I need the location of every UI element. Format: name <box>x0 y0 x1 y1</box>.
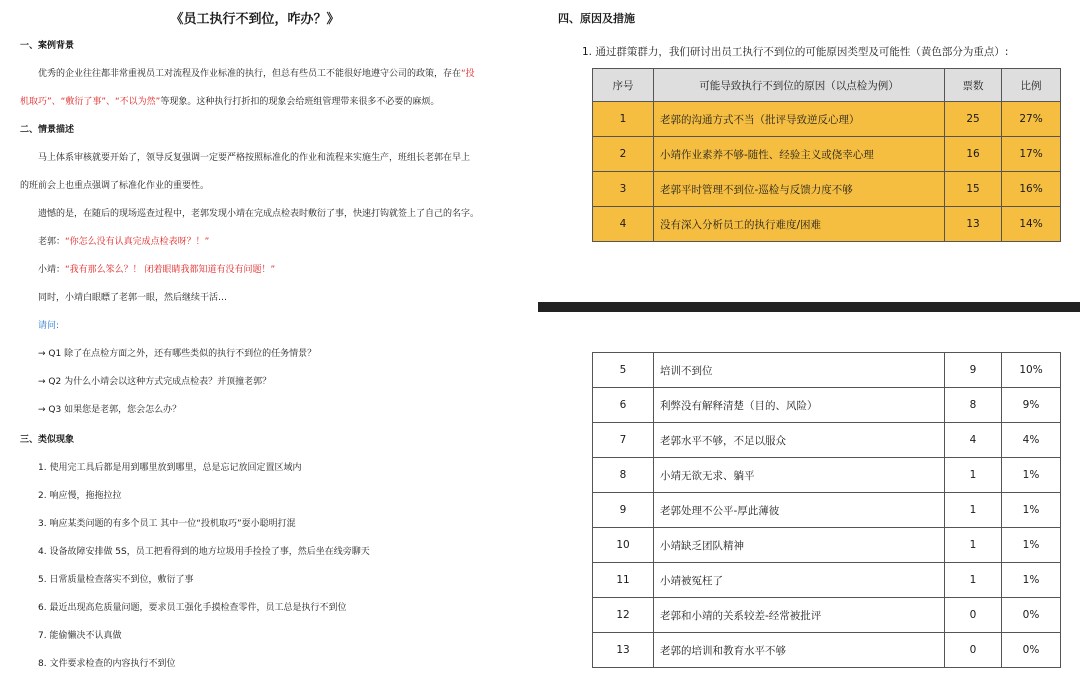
section-heading-causes: 四、原因及措施 <box>558 12 635 25</box>
question-q3: → Q3 如果您是老郭，您会怎么办？ <box>38 405 182 415</box>
cell-index: 1 <box>593 102 654 137</box>
cell-votes: 0 <box>945 598 1002 633</box>
dialogue-laoguo: 老郭：“你怎么没有认真完成点检表呀？！” <box>38 237 210 247</box>
document-title: 《员工执行不到位，咋办？》 <box>170 12 340 27</box>
scenario-paragraph-line2: 的班前会上也重点强调了标准化作业的重要性。 <box>20 181 210 191</box>
cell-ratio: 1% <box>1002 528 1061 563</box>
scenario-paragraph-line3: 遗憾的是，在随后的现场巡查过程中，老郭发现小靖在完成点检表时敷衍了事，快速打钩就签上了自己的名字。 <box>38 209 480 219</box>
section-heading-scenario: 二、情景描述 <box>20 125 75 135</box>
cell-cause: 老郭处理不公平-厚此薄彼 <box>654 493 945 528</box>
cell-ratio: 9% <box>1002 388 1061 423</box>
cell-index: 10 <box>593 528 654 563</box>
scenario-paragraph-line1: 马上体系审核就要开始了，领导反复强调一定要严格按照标准化的作业和流程来实施生产，班组长老郭在早上 <box>38 153 471 163</box>
cell-ratio: 1% <box>1002 493 1061 528</box>
right-document-page <box>538 0 1080 680</box>
cell-cause: 小靖被冤枉了 <box>654 563 945 598</box>
cell-index: 7 <box>593 423 654 458</box>
table-row-highlighted <box>593 102 1061 137</box>
cell-cause: 利弊没有解释清楚（目的、风险） <box>654 388 945 423</box>
cell-index: 11 <box>593 563 654 598</box>
cell-index: 9 <box>593 493 654 528</box>
cell-cause: 老郭平时管理不到位-巡检与反馈力度不够 <box>654 172 945 207</box>
page-divider-bar <box>538 302 1080 312</box>
cell-index: 13 <box>593 633 654 668</box>
cell-index: 8 <box>593 458 654 493</box>
cell-ratio: 4% <box>1002 423 1061 458</box>
background-paragraph-line1: 优秀的企业往往都非常重视员工对流程及作业标准的执行，但总有些员工不能很好地遵守公司的政策，存在“投 <box>38 69 475 79</box>
cell-ratio: 10% <box>1002 353 1061 388</box>
similar-item: 2. 响应慢，拖拖拉拉 <box>38 491 122 501</box>
left-document-page <box>0 0 530 680</box>
cell-votes: 1 <box>945 528 1002 563</box>
cell-votes: 15 <box>945 172 1002 207</box>
similar-item: 1. 使用完工具后都是用到哪里放到哪里，总是忘记放回定置区域内 <box>38 463 302 473</box>
cell-index: 6 <box>593 388 654 423</box>
section-heading-similar: 三、类似现象 <box>20 435 75 445</box>
table-row <box>593 353 1061 388</box>
cell-ratio: 1% <box>1002 563 1061 598</box>
similar-item: 7. 能偷懒决不认真做 <box>38 631 122 641</box>
cell-cause: 小靖缺乏团队精神 <box>654 528 945 563</box>
cell-votes: 1 <box>945 563 1002 598</box>
col-header-cause: 可能导致执行不到位的原因（以点检为例） <box>654 69 945 102</box>
cell-ratio: 27% <box>1002 102 1061 137</box>
questions-label: 请问: <box>38 321 60 331</box>
table-row <box>593 563 1061 598</box>
cell-votes: 1 <box>945 458 1002 493</box>
similar-item: 6. 最近出现高危质量问题，要求员工强化手摸检查零件，员工总是执行不到位 <box>38 603 347 613</box>
cell-ratio: 16% <box>1002 172 1061 207</box>
col-header-index: 序号 <box>593 69 654 102</box>
cell-index: 3 <box>593 172 654 207</box>
cell-cause: 老郭的培训和教育水平不够 <box>654 633 945 668</box>
cell-index: 12 <box>593 598 654 633</box>
cell-cause: 培训不到位 <box>654 353 945 388</box>
table-header-row <box>593 69 1061 102</box>
table-row <box>593 493 1061 528</box>
cell-votes: 0 <box>945 633 1002 668</box>
cell-cause: 小靖作业素养不够-随性、经验主义或侥幸心理 <box>654 137 945 172</box>
col-header-ratio: 比例 <box>1002 69 1061 102</box>
table-row-highlighted <box>593 172 1061 207</box>
cell-votes: 9 <box>945 353 1002 388</box>
table-row <box>593 633 1061 668</box>
cell-votes: 8 <box>945 388 1002 423</box>
similar-item: 8. 文件要求检查的内容执行不到位 <box>38 659 176 669</box>
causes-table-bottom <box>592 352 1061 668</box>
cell-votes: 13 <box>945 207 1002 242</box>
table-row-highlighted <box>593 137 1061 172</box>
cell-cause: 老郭水平不够，不足以服众 <box>654 423 945 458</box>
cell-ratio: 14% <box>1002 207 1061 242</box>
cell-index: 4 <box>593 207 654 242</box>
cell-votes: 4 <box>945 423 1002 458</box>
cell-ratio: 17% <box>1002 137 1061 172</box>
col-header-votes: 票数 <box>945 69 1002 102</box>
cell-cause: 老郭和小靖的关系较差-经常被批评 <box>654 598 945 633</box>
cell-ratio: 0% <box>1002 598 1061 633</box>
section-heading-background: 一、案例背景 <box>20 41 75 51</box>
table-row <box>593 458 1061 493</box>
background-paragraph-line2: 机取巧”、“敷衍了事”、“不以为然”等现象。这种执行打折扣的现象会给班组管理带来很多不必要的麻烦。 <box>20 97 440 107</box>
table-row-highlighted <box>593 207 1061 242</box>
table-row <box>593 598 1061 633</box>
cell-votes: 16 <box>945 137 1002 172</box>
cell-cause: 小靖无欲无求、躺平 <box>654 458 945 493</box>
cell-ratio: 0% <box>1002 633 1061 668</box>
cell-cause: 没有深入分析员工的执行难度/困难 <box>654 207 945 242</box>
cell-ratio: 1% <box>1002 458 1061 493</box>
question-q1: → Q1 除了在点检方面之外，还有哪些类似的执行不到位的任务情景？ <box>38 349 317 359</box>
causes-intro: 1. 通过群策群力，我们研讨出员工执行不到位的可能原因类型及可能性（黄色部分为重点）: <box>582 46 1009 58</box>
question-q2: → Q2 为什么小靖会以这种方式完成点检表？并顶撞老郭？ <box>38 377 272 387</box>
cell-index: 2 <box>593 137 654 172</box>
cell-index: 5 <box>593 353 654 388</box>
similar-item: 5. 日常质量检查落实不到位，敷衍了事 <box>38 575 194 585</box>
causes-table-top <box>592 68 1061 242</box>
table-row <box>593 388 1061 423</box>
cell-cause: 老郭的沟通方式不当（批评导致逆反心理） <box>654 102 945 137</box>
similar-item: 3. 响应某类问题的有多个员工 其中一位“投机取巧”耍小聪明打混 <box>38 519 296 529</box>
scenario-paragraph-line4: 同时，小靖白眼瞟了老郭一眼，然后继续干活… <box>38 293 228 303</box>
table-row <box>593 528 1061 563</box>
cell-votes: 1 <box>945 493 1002 528</box>
table-row <box>593 423 1061 458</box>
similar-item: 4. 设备故障安排做 5S，员工把看得到的地方垃圾用手捡捡了事，然后坐在线旁聊天 <box>38 547 370 557</box>
cell-votes: 25 <box>945 102 1002 137</box>
dialogue-xiaojing: 小靖：“我有那么笨么？！ 闭着眼睛我都知道有没有问题！” <box>38 265 276 275</box>
